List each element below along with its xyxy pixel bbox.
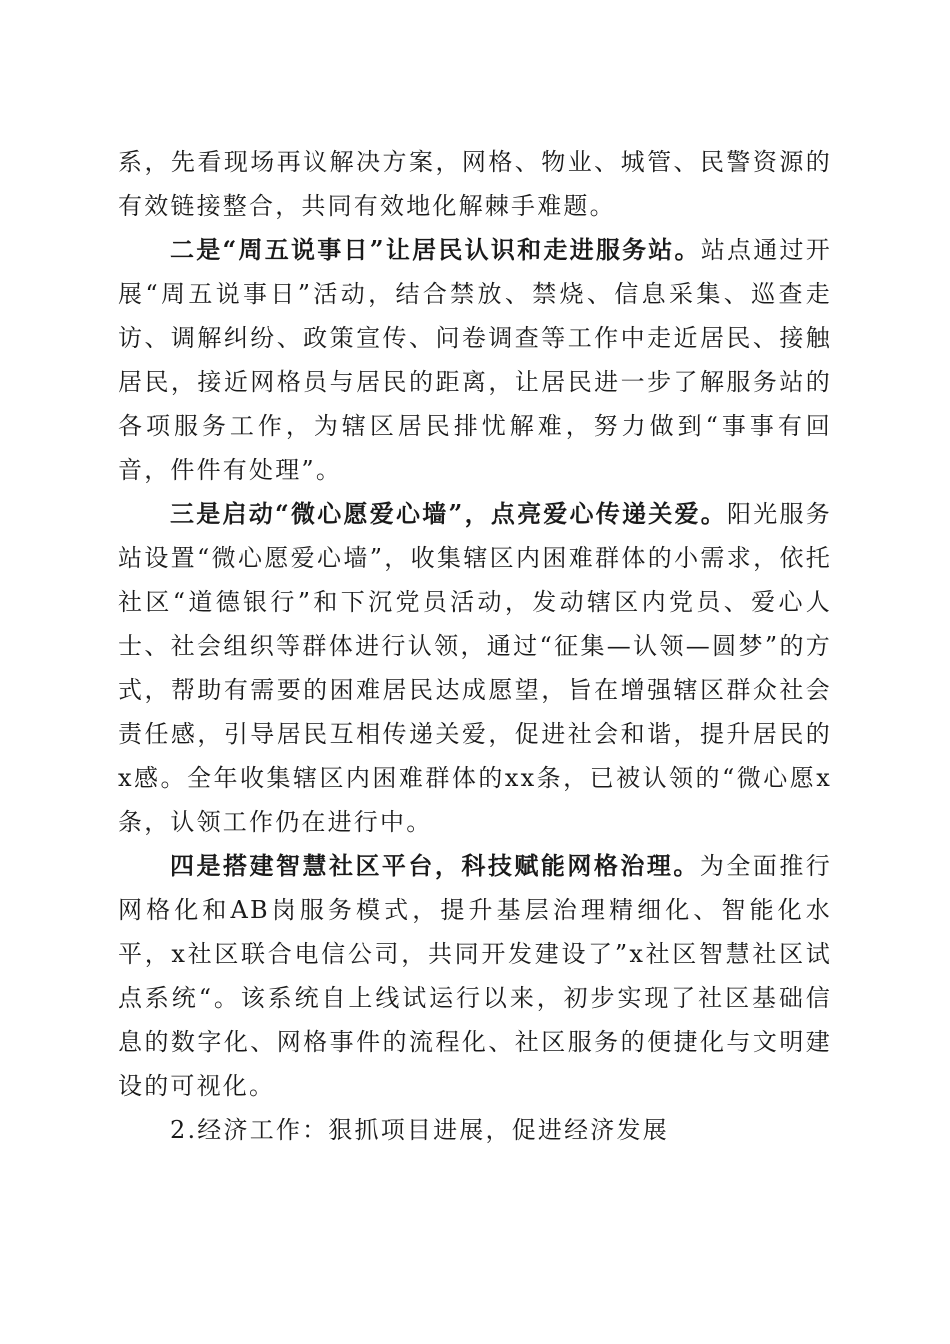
paragraph-lead-heading: 二是“周五说事日”让居民认识和走进服务站。	[170, 235, 701, 264]
document-body	[118, 140, 832, 1152]
paragraph-wish-wall	[118, 492, 832, 844]
paragraph-lead-heading: 三是启动“微心愿爱心墙”，点亮爱心传递关爱。	[170, 499, 728, 528]
paragraph-text: 阳光服务站设置“微心愿爱心墙”，收集辖区内困难群体的小需求，依托社区“道德银行”和下沉党员活动，发动辖区内党员、爱心人士、社会组织等群体进行认领，通过“征集—认领—圆梦”的方式，帮助有需要的困难居民达成愿望，旨在增强辖区群众社会责任感，引导居民互相传递关爱，促进社会和谐，提升居民的x感。全年收集辖区内困难群体的xx条，已被认领的“微心愿x条，认领工作仍在进行中。	[118, 500, 832, 836]
section-heading-economic-work	[118, 1108, 832, 1152]
paragraph-continuation	[118, 140, 832, 228]
section-heading-text: 2.经济工作：狠抓项目进展，促进经济发展	[170, 1116, 669, 1144]
paragraph-lead-heading: 四是搭建智慧社区平台，科技赋能网格治理。	[170, 851, 700, 880]
paragraph-text: 系，先看现场再议解决方案，网格、物业、城管、民警资源的有效链接整合，共同有效地化解棘手难题。	[118, 148, 832, 220]
paragraph-friday-talk-day	[118, 228, 832, 492]
paragraph-text: 为全面推行网格化和AB岗服务模式，提升基层治理精细化、智能化水平，x社区联合电信公司，共同开发建设了”x社区智慧社区试点系统“。该系统自上线试运行以来，初步实现了社区基础信息的数字化、网格事件的流程化、社区服务的便捷化与文明建设的可视化。	[118, 852, 833, 1100]
paragraph-text: 站点通过开展“周五说事日”活动，结合禁放、禁烧、信息采集、巡查走访、调解纠纷、政策宣传、问卷调查等工作中走近居民、接触居民，接近网格员与居民的距离，让居民进一步了解服务站的各项服务工作，为辖区居民排忧解难，努力做到“事事有回音，件件有处理”。	[118, 236, 833, 484]
paragraph-smart-community	[118, 844, 832, 1108]
